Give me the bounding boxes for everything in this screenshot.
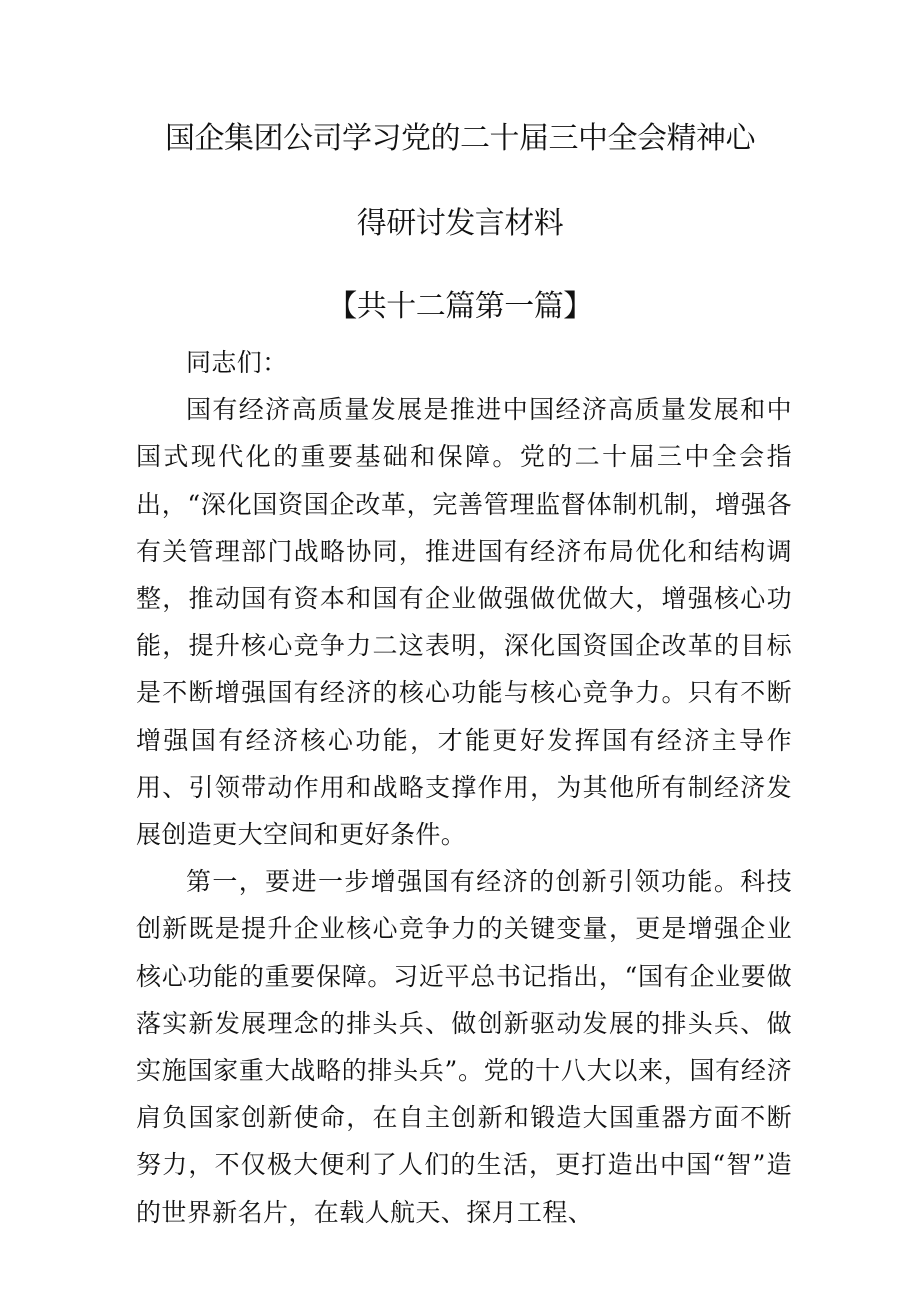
document-body <box>136 339 792 1236</box>
document-subtitle: 【共十二篇第一篇】 <box>327 289 593 324</box>
paragraph-2: 第一，要进一步增强国有经济的创新引领功能。科技创新既是提升企业核心竞争力的关键变量，更是增强企业核心功能的重要保障。习近平总书记指出，“国有企业要做落实新发展理念的排头兵、做创新驱动发展的排头兵、做实施国家重大战略的排头兵”。党的十八大以来，国有经济肩负国家创新使命，在自主创新和锻造大国重器方面不断努力，不仅极大便利了人们的生活，更打造出中国“智”造的世界新名片，在载人航天、探月工程、 <box>136 867 792 1227</box>
paragraph-1: 国有经济高质量发展是推进中国经济高质量发展和中国式现代化的重要基础和保障。党的二十届三中全会指出，“深化国资国企改革，完善管理监督体制机制，增强各有关管理部门战略协同，推进国有经济布局优化和结构调整，推动国有资本和国有企业做强做优做大，增强核心功能，提升核心竞争力二这表明，深化国资国企改革的目标是不断增强国有经济的核心功能与核心竞争力。只有不断增强国有经济核心功能，才能更好发挥国有经济主导作用、引领带动作用和战略支撑作用，为其他所有制经济发展创造更大空间和更好条件。 <box>136 395 792 850</box>
document-title-line-2: 得研讨发言材料 <box>356 206 564 241</box>
salutation: 同志们： <box>186 348 288 377</box>
document-title-line-1: 国企集团公司学习党的二十届三中全会精神心 <box>165 121 755 156</box>
